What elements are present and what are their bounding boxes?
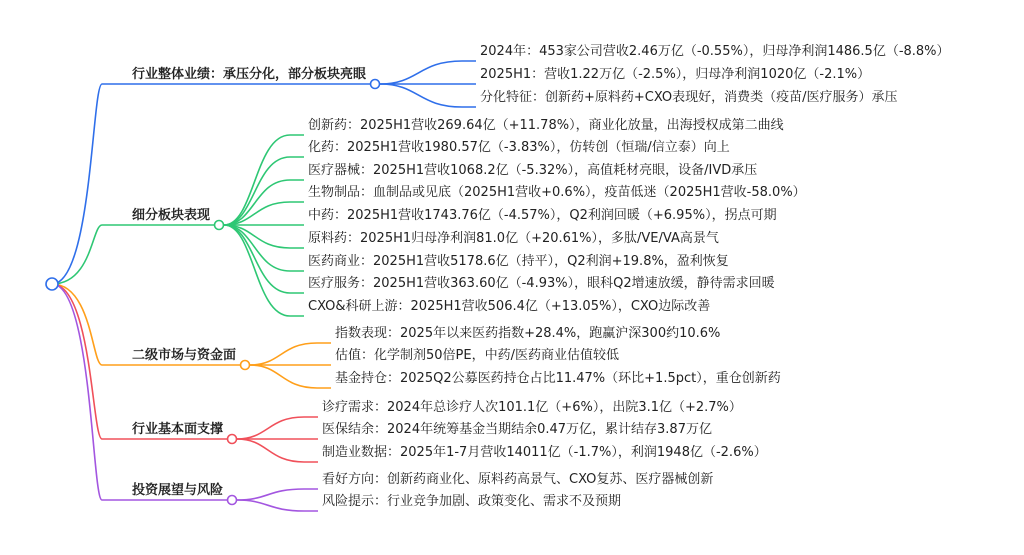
leaf-label: 2025H1：营收1.22万亿（-2.5%），归母净利润1020亿（-2.1%）: [480, 67, 871, 82]
leaf-label: 原料药：2025H1归母净利润81.0亿（+20.61%），多肽/VE/VA高景气: [308, 231, 719, 246]
leaf-label: 基金持仓：2025Q2公募医药持仓占比11.47%（环比+1.5pct），重仓创新药: [335, 371, 781, 386]
root-to-branch-edge: [52, 284, 126, 439]
branch-collapse-node[interactable]: [371, 80, 380, 89]
branch-to-leaf-edge: [237, 489, 318, 500]
branch-collapse-node[interactable]: [241, 361, 250, 370]
leaf-label: 分化特征：创新药+原料药+CXO表现好，消费类（疫苗/医疗服务）承压: [480, 90, 898, 105]
branch-label: 行业整体业绩：承压分化，部分板块亮眼: [132, 67, 367, 82]
root-to-branch-edge: [52, 284, 126, 365]
branch-to-leaf-edge: [237, 500, 318, 511]
branch-collapse-node[interactable]: [215, 221, 224, 230]
leaf-label: 医保结余：2024年统筹基金当期结余0.47万亿，累计结存3.87万亿: [322, 422, 712, 437]
branch-to-leaf-edge: [250, 365, 331, 388]
branch-to-leaf-edge: [237, 417, 318, 439]
branch-collapse-node[interactable]: [228, 496, 237, 505]
branch-collapse-node[interactable]: [228, 435, 237, 444]
leaf-label: 2024年：453家公司营收2.46万亿（-0.55%），归母净利润1486.5亿（-8.8%）: [480, 44, 950, 59]
leaf-label: 创新药：2025H1营收269.64亿（+11.78%），商业化放量，出海授权成第二曲线: [308, 118, 784, 133]
leaf-label: 医药商业：2025H1营收5178.6亿（持平），Q2利润+19.8%，盈利恢复: [308, 254, 729, 269]
root-to-branch-edge: [52, 225, 126, 284]
leaf-label: 中药：2025H1营收1743.76亿（-4.57%），Q2利润回暖（+6.95%），拐点可期: [308, 208, 777, 223]
root-node[interactable]: [46, 278, 58, 290]
leaf-label: 估值：化学制剂50倍PE，中药/医药商业估值较低: [335, 348, 619, 363]
root-to-branch-edge: [52, 284, 126, 500]
leaf-label: 看好方向：创新药商业化、原料药高景气、CXO复苏、医疗器械创新: [322, 472, 714, 487]
leaf-label: 风险提示：行业竞争加剧、政策变化、需求不及预期: [322, 494, 622, 509]
leaf-label: 指数表现：2025年以来医药指数+28.4%，跑赢沪深300约10.6%: [335, 326, 721, 341]
leaf-label: 医疗器械：2025H1营收1068.2亿（-5.32%），高值耗材亮眼，设备/IVD承压: [308, 163, 758, 178]
branch-label: 细分板块表现: [132, 208, 211, 223]
leaf-label: CXO&科研上游：2025H1营收506.4亿（+13.05%），CXO边际改善: [308, 299, 711, 314]
branch-to-leaf-edge: [380, 84, 476, 107]
branch-to-leaf-edge: [250, 343, 331, 365]
leaf-label: 诊疗需求：2024年总诊疗人次101.1亿（+6%），出院3.1亿（+2.7%）: [322, 400, 742, 415]
branch-to-leaf-edge: [380, 61, 476, 84]
branch-label: 二级市场与资金面: [132, 348, 237, 363]
branch-to-leaf-edge: [237, 439, 318, 462]
leaf-label: 化药：2025H1营收1980.57亿（-3.83%），仿转创（恒瑞/信立泰）向上: [308, 140, 730, 155]
branch-label: 行业基本面支撑: [132, 422, 224, 437]
branch-label: 投资展望与风险: [132, 483, 224, 498]
leaf-label: 生物制品：血制品或见底（2025H1营收+0.6%），疫苗低迷（2025H1营收-58.0%）: [308, 185, 806, 200]
leaf-label: 制造业数据：2025年1-7月营收14011亿（-1.7%），利润1948亿（-2.6%）: [322, 445, 767, 460]
leaf-label: 医疗服务：2025H1营收363.60亿（-4.93%），眼科Q2增速放缓，静待需求回暖: [308, 276, 775, 291]
